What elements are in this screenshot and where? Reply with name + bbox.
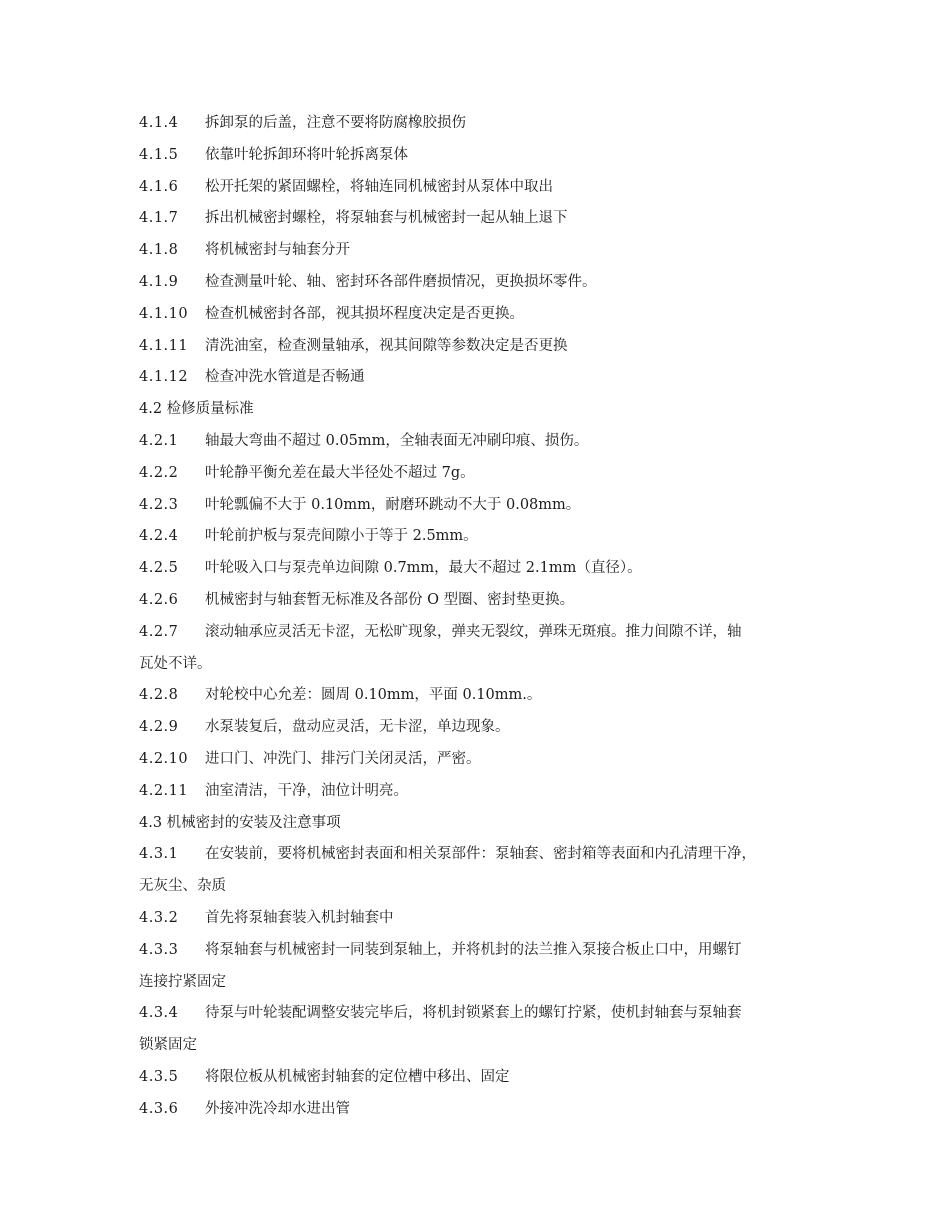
item-first-line xyxy=(139,617,819,649)
list-item xyxy=(139,744,819,776)
list-item xyxy=(139,839,819,903)
item-number: 4.2.3 xyxy=(139,496,179,513)
item-text: 拆出机械密封螺栓，将泵轴套与机械密封一起从轴上退下 xyxy=(205,210,568,227)
item-text: 将限位板从机械密封轴套的定位槽中移出、固定 xyxy=(205,1068,510,1085)
item-text: 机械密封与轴套暂无标准及各部份 O 型圈、密封垫更换。 xyxy=(205,591,575,608)
section-heading: 4.3 机械密封的安装及注意事项 xyxy=(139,814,341,831)
item-continuation: 瓦处不详。 xyxy=(139,655,212,672)
list-item xyxy=(139,299,819,331)
item-number: 4.2.9 xyxy=(139,719,179,736)
item-number: 4.2.8 xyxy=(139,687,179,704)
list-item xyxy=(139,935,819,999)
item-number: 4.1.8 xyxy=(139,242,179,259)
section-heading: 4.2 检修质量标准 xyxy=(139,401,254,418)
list-item xyxy=(139,998,819,1062)
item-text: 拆卸泵的后盖，注意不要将防腐橡胶损伤 xyxy=(205,115,466,131)
item-number: 4.1.10 xyxy=(139,305,189,322)
item-number: 4.1.11 xyxy=(139,337,189,354)
item-number: 4.1.9 xyxy=(139,273,179,290)
item-first-line xyxy=(139,935,819,967)
item-number: 4.2.11 xyxy=(139,782,189,799)
item-text: 清洗油室，检查测量轴承，视其间隙等参数决定是否更换 xyxy=(205,337,568,354)
list-item xyxy=(139,903,819,935)
item-number: 4.3.5 xyxy=(139,1068,179,1085)
item-number: 4.2.5 xyxy=(139,560,179,577)
list-item xyxy=(139,426,819,458)
list-item xyxy=(139,108,819,140)
item-number: 4.2.10 xyxy=(139,750,189,767)
list-item xyxy=(139,585,819,617)
item-number: 4.2.1 xyxy=(139,432,179,449)
list-item xyxy=(139,490,819,522)
item-number: 4.1.7 xyxy=(139,210,179,227)
item-text: 轴最大弯曲不超过 0.05mm，全轴表面无冲刷印痕、损伤。 xyxy=(205,432,589,449)
item-text: 将泵轴套与机械密封一同装到泵轴上，并将机封的法兰推入泵接合板止口中，用螺钉 xyxy=(205,941,742,958)
item-number: 4.3.2 xyxy=(139,909,179,926)
item-number: 4.2.2 xyxy=(139,464,179,481)
item-continuation: 无灰尘、杂质 xyxy=(139,878,226,895)
item-text: 油室清洁，干净，油位计明亮。 xyxy=(205,782,408,799)
item-number: 4.1.4 xyxy=(139,115,179,131)
list-item xyxy=(139,331,819,363)
item-number: 4.3.3 xyxy=(139,941,179,958)
item-number: 4.1.5 xyxy=(139,146,179,163)
list-item xyxy=(139,617,819,681)
list-item xyxy=(139,553,819,585)
item-number: 4.1.6 xyxy=(139,178,179,195)
item-first-line xyxy=(139,839,819,871)
list-item xyxy=(139,1062,819,1094)
document-body xyxy=(139,108,819,1126)
item-text: 叶轮瓢偏不大于 0.10mm，耐磨环跳动不大于 0.08mm。 xyxy=(205,496,581,513)
list-item xyxy=(139,521,819,553)
list-item xyxy=(139,712,819,744)
item-text: 在安装前，要将机械密封表面和相关泵部件：泵轴套、密封箱等表面和内孔清理干净， xyxy=(205,846,756,863)
item-text: 滚动轴承应灵活无卡涩，无松旷现象，弹夹无裂纹，弹珠无斑痕。推力间隙不详，轴 xyxy=(205,623,742,640)
item-continuation: 连接拧紧固定 xyxy=(139,973,226,990)
item-number: 4.3.4 xyxy=(139,1005,179,1022)
item-text: 叶轮静平衡允差在最大半径处不超过 7g。 xyxy=(205,464,475,481)
list-item xyxy=(139,1094,819,1126)
list-item xyxy=(139,680,819,712)
item-first-line xyxy=(139,998,819,1030)
item-continuation: 锁紧固定 xyxy=(139,1037,197,1054)
item-number: 4.1.12 xyxy=(139,369,189,386)
list-item xyxy=(139,776,819,808)
list-item xyxy=(139,362,819,394)
item-text: 检查机械密封各部，视其损坏程度决定是否更换。 xyxy=(205,305,524,322)
item-text: 将机械密封与轴套分开 xyxy=(205,242,350,259)
item-text: 进口门、冲洗门、排污门关闭灵活，严密。 xyxy=(205,750,481,767)
list-item xyxy=(139,458,819,490)
list-item xyxy=(139,172,819,204)
item-number: 4.2.6 xyxy=(139,591,179,608)
item-text: 检查测量叶轮、轴、密封环各部件磨损情况，更换损坏零件。 xyxy=(205,273,597,290)
item-text: 待泵与叶轮装配调整安装完毕后，将机封锁紧套上的螺钉拧紧，使机封轴套与泵轴套 xyxy=(205,1005,742,1022)
item-text: 依靠叶轮拆卸环将叶轮拆离泵体 xyxy=(205,146,408,163)
list-item xyxy=(139,235,819,267)
list-item xyxy=(139,267,819,299)
item-text: 叶轮前护板与泵壳间隙小于等于 2.5mm。 xyxy=(205,528,478,545)
item-number: 4.3.6 xyxy=(139,1100,179,1117)
item-text: 对轮校中心允差：圆周 0.10mm，平面 0.10mm.。 xyxy=(205,687,542,704)
list-item xyxy=(139,203,819,235)
item-number: 4.2.7 xyxy=(139,623,179,640)
item-text: 检查冲洗水管道是否畅通 xyxy=(205,369,365,386)
item-text: 外接冲洗冷却水进出管 xyxy=(205,1100,350,1117)
item-text: 水泵装复后，盘动应灵活，无卡涩，单边现象。 xyxy=(205,719,510,736)
list-item xyxy=(139,140,819,172)
item-number: 4.2.4 xyxy=(139,528,179,545)
item-text: 松开托架的紧固螺栓，将轴连同机械密封从泵体中取出 xyxy=(205,178,553,195)
item-number: 4.3.1 xyxy=(139,846,179,863)
item-text: 首先将泵轴套装入机封轴套中 xyxy=(205,909,394,926)
item-text: 叶轮吸入口与泵壳单边间隙 0.7mm，最大不超过 2.1mm（直径）。 xyxy=(205,560,642,577)
